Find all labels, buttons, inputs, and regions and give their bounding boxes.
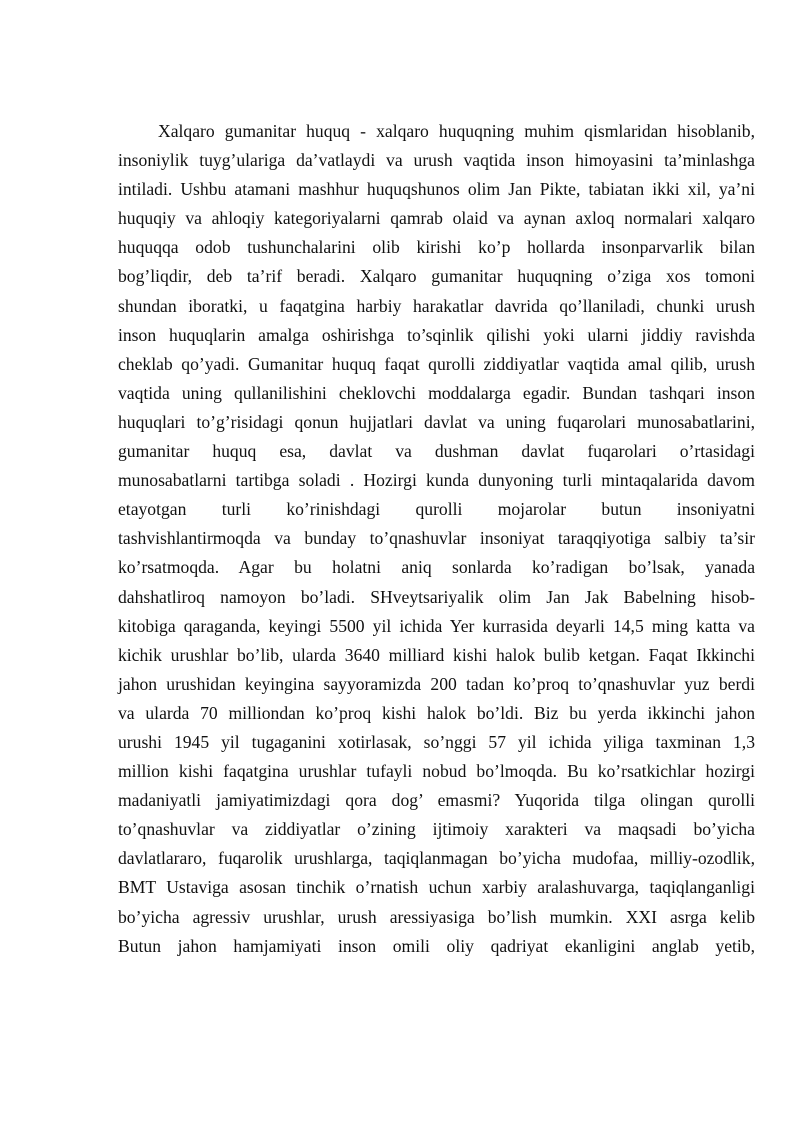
text-line: huquqiy va ahloqiy kategoriyalarni qamrab olaid va aynan axloq normalari xalqaro	[118, 208, 755, 229]
text-line: shundan iboratki, u faqatgina harbiy harakatlar davrida qo’llaniladi, chunki urush	[118, 295, 755, 316]
text-line: dahshatliroq namoyon bo’ladi. SHveytsariyalik olim Jan Jak Babelning hisob-	[118, 586, 755, 607]
text-line: vaqtida uning qullanilishini cheklovchi moddalarga egadir. Bundan tashqari inson	[118, 382, 755, 403]
text-line: urushi 1945 yil tugaganini xotirlasak, so’nggi 57 yil ichida yiliga taxminan 1,3	[118, 731, 755, 752]
text-line: Xalqaro gumanitar huquq - xalqaro huquqning muhim qismlaridan hisoblanib,	[158, 121, 755, 141]
text-line: kichik urushlar bo’lib, ularda 3640 milliard kishi halok bulib ketgan. Faqat Ikkinchi	[118, 644, 755, 665]
text-line: bog’liqdir, deb ta’rif beradi. Xalqaro gumanitar huquqning o’ziga xos tomoni	[118, 266, 755, 287]
text-line: va ularda 70 milliondan ko’proq kishi halok bo’ldi. Biz bu yerda ikkinchi jahon	[118, 702, 755, 723]
text-line: million kishi faqatgina urushlar tufayli nobud bo’lmoqda. Bu ko’rsatkichlar hozirgi	[118, 761, 755, 782]
text-line: inson huquqlarin amalga oshirishga to’sqinlik qilishi yoki ularni jiddiy ravishda	[118, 324, 755, 345]
text-line: madaniyatli jamiyatimizdagi qora dog’ emasmi? Yuqorida tilga olingan qurolli	[118, 790, 755, 811]
text-line: jahon urushidan keyingina sayyoramizda 200 tadan ko’proq to’qnashuvlar yuz berdi	[118, 673, 755, 694]
text-line: huquqlari to’g’risidagi qonun hujjatlari davlat va uning fuqarolari munosabatlarini,	[118, 411, 755, 432]
text-line: davlatlararo, fuqarolik urushlarga, taqiqlanmagan bo’yicha mudofaa, milliy-ozodlik,	[118, 848, 755, 869]
body-paragraph	[118, 117, 755, 961]
text-line: kitobiga qaraganda, keyingi 5500 yil ichida Yer kurrasida deyarli 14,5 ming katta va	[118, 615, 755, 636]
text-line: insoniylik tuyg’ulariga da’vatlaydi va urush vaqtida inson himoyasini ta’minlashga	[118, 150, 755, 171]
text-line: gumanitar huquq esa, davlat va dushman davlat fuqarolari o’rtasidagi	[118, 441, 755, 462]
text-line: munosabatlarni tartibga soladi . Hozirgi kunda dunyoning turli mintaqalarida davom	[118, 470, 755, 491]
text-line: huquqqa odob tushunchalarini olib kirishi ko’p hollarda insonparvarlik bilan	[118, 237, 755, 258]
text-line: tashvishlantirmoqda va bunday to’qnashuvlar insoniyat taraqqiyotiga salbiy ta’sir	[118, 528, 755, 549]
text-line: Butun jahon hamjamiyati inson omili oliy qadriyat ekanligini anglab yetib,	[118, 935, 755, 956]
text-line: cheklab qo’yadi. Gumanitar huquq faqat qurolli ziddiyatlar vaqtida amal qilib, urush	[118, 353, 755, 374]
text-line: bo’yicha agressiv urushlar, urush aressiyasiga bo’lish mumkin. XXI asrga kelib	[118, 906, 755, 927]
text-line: BMT Ustaviga asosan tinchik o’rnatish uchun xarbiy aralashuvarga, taqiqlanganligi	[118, 877, 755, 898]
text-line: ko’rsatmoqda. Agar bu holatni aniq sonlarda ko’radigan bo’lsak, yanada	[118, 557, 755, 578]
text-line: intiladi. Ushbu atamani mashhur huquqshunos olim Jan Pikte, tabiatan ikki xil, ya’ni	[118, 179, 755, 200]
text-line: etayotgan turli ko’rinishdagi qurolli mojarolar butun insoniyatni	[118, 499, 755, 520]
text-line: to’qnashuvlar va ziddiyatlar o’zining ijtimoiy xarakteri va maqsadi bo’yicha	[118, 819, 755, 840]
